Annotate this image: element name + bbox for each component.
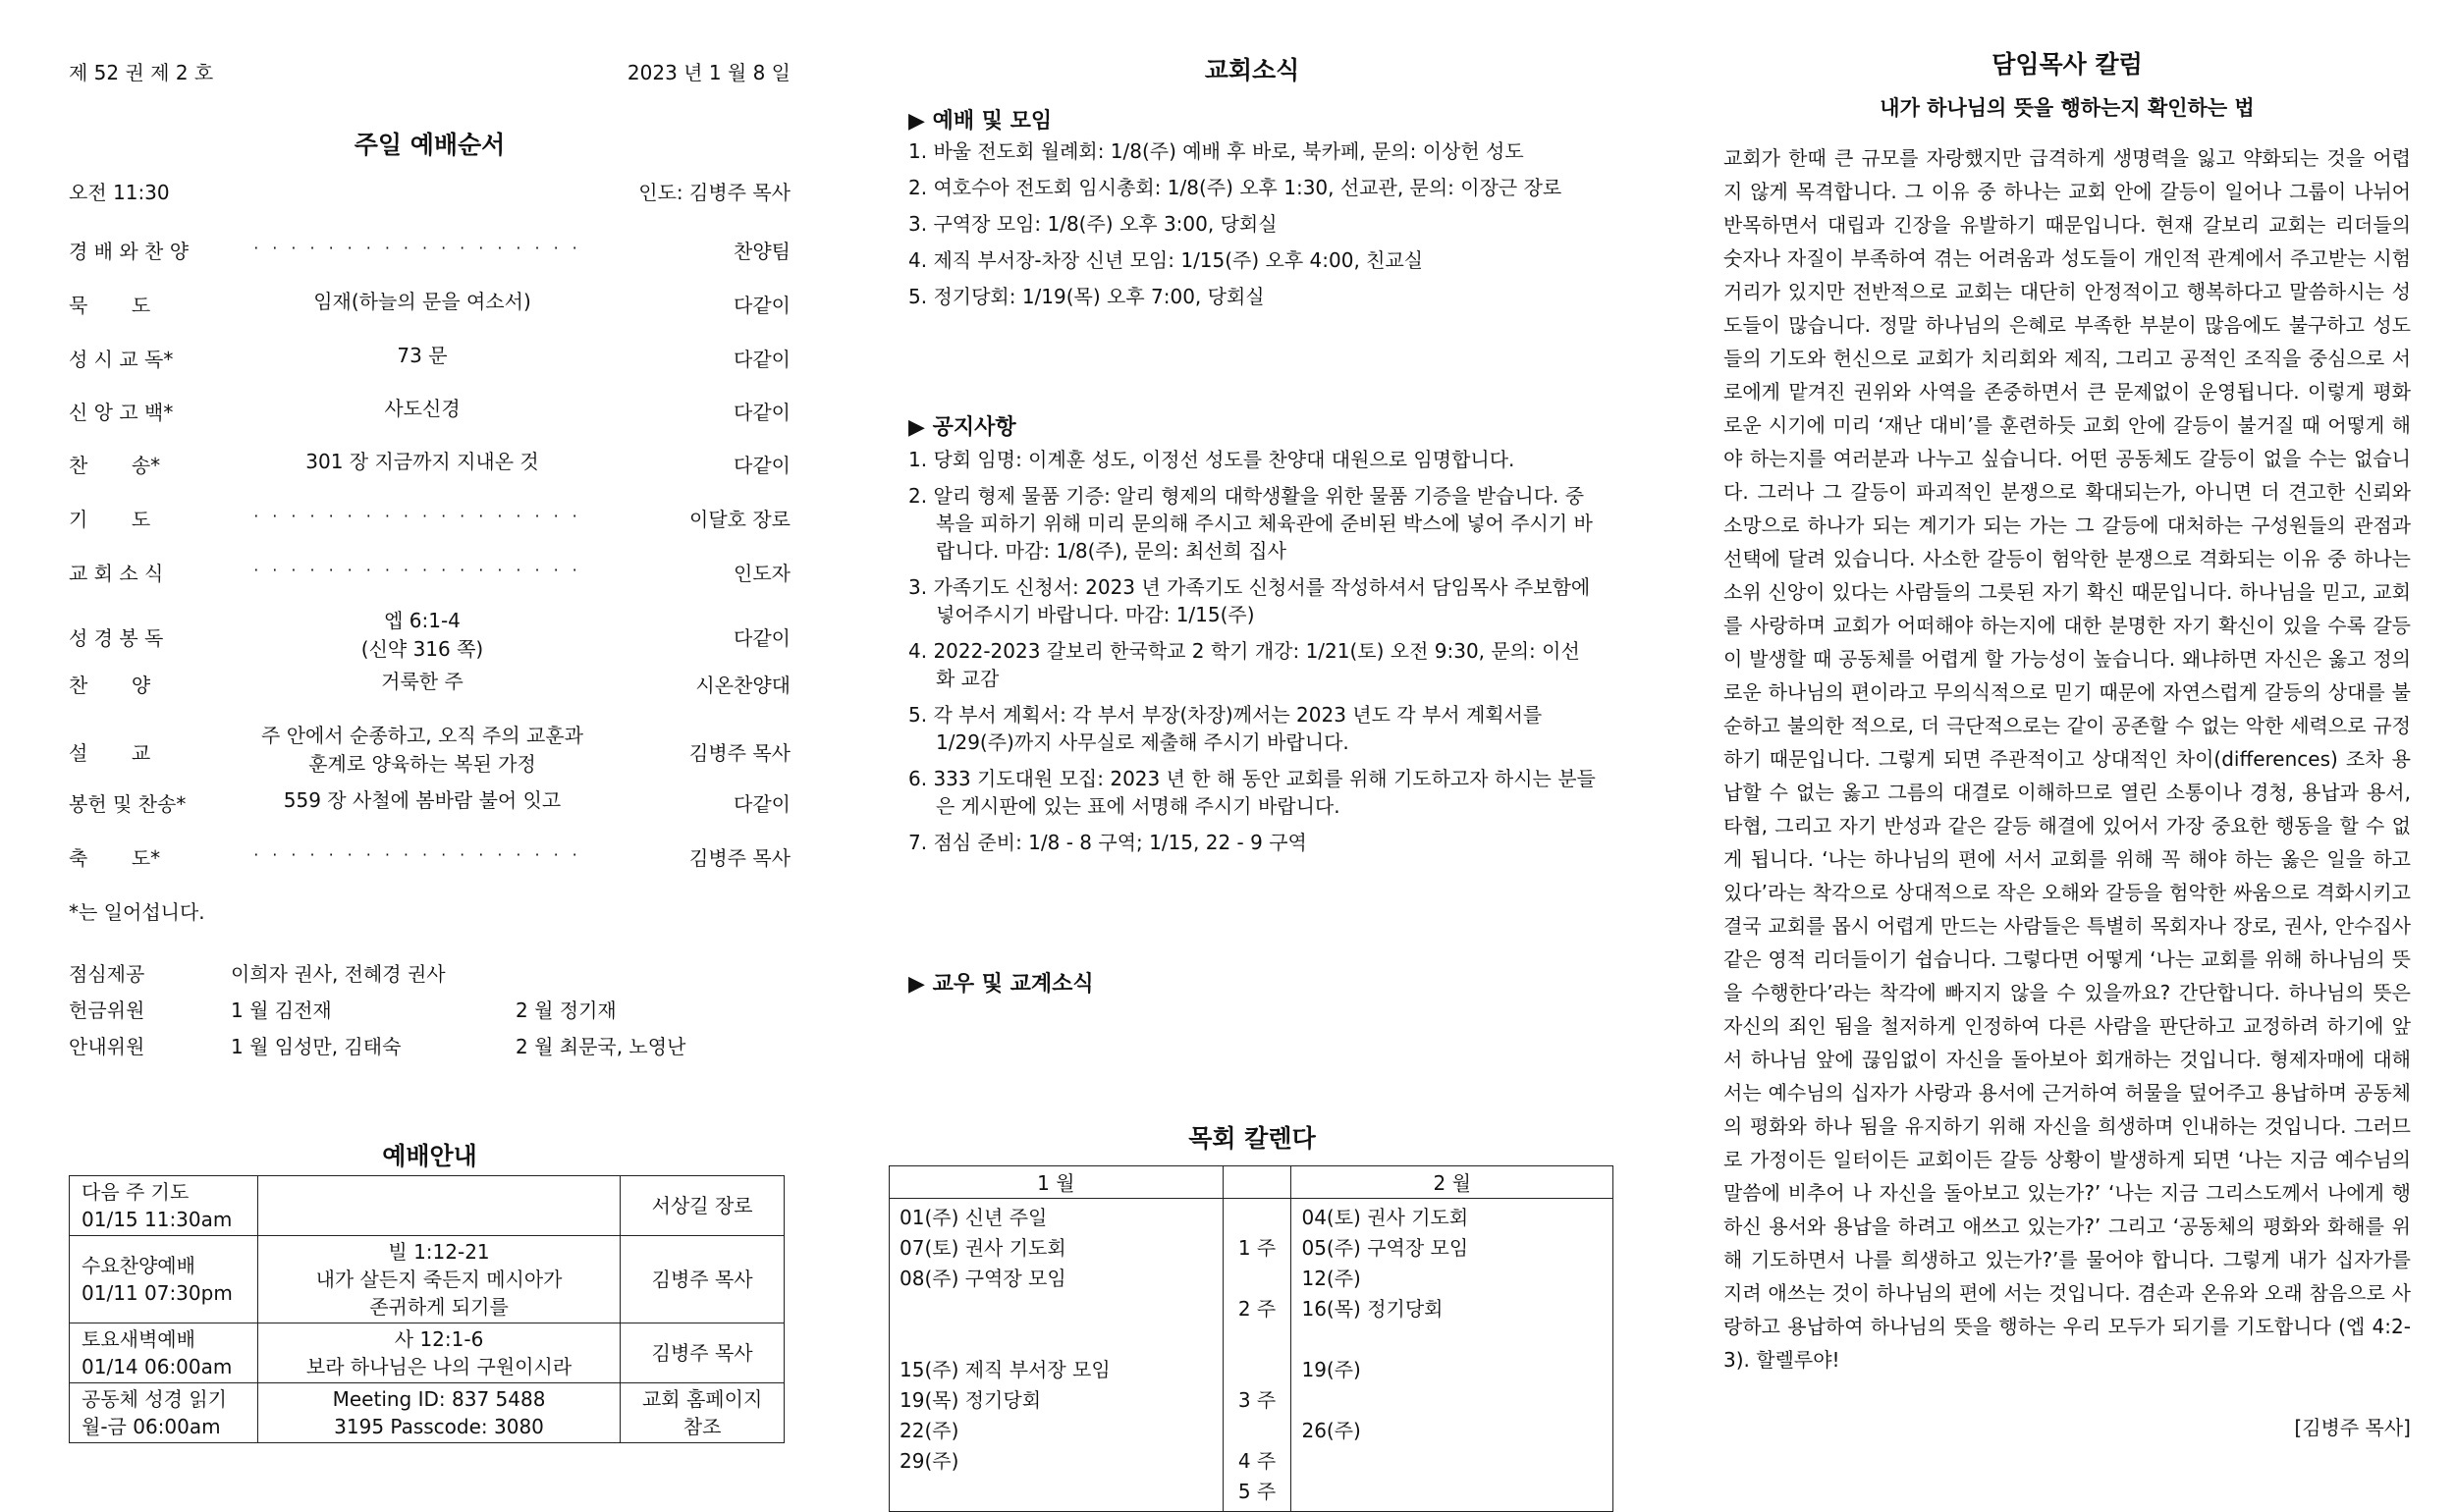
list-item: 7. 점심 준비: 1/8 - 8 구역; 1/15, 22 - 9 구역 [908, 831, 1307, 854]
table-cell [257, 1323, 620, 1383]
duty-a: 이희자 권사, 전혜경 권사 [231, 962, 446, 986]
table-cell [70, 1176, 258, 1236]
calendar-title: 목회 칼렌다 [1188, 1124, 1316, 1153]
week-numbers: 1 주 2 주 3 주 4 주 5 주 [1223, 1199, 1291, 1512]
order-item-content [250, 342, 594, 370]
bulletin-header [69, 57, 791, 85]
service-time-row [69, 177, 791, 205]
january-events: 01(주) 신년 주일 07(토) 권사 기도회 08(주) 구역장 모임 15(주) 제직 부서장 모임 19(목) 정기당회 22(주) 29(주) [890, 1199, 1224, 1512]
order-item [69, 558, 791, 613]
order-item-label: 교 회 소 식 [69, 562, 164, 585]
content-line: 임재(하늘의 문을 여소서) [313, 290, 531, 313]
order-item-label: 성 시 교 독* [69, 348, 174, 371]
order-item [69, 397, 791, 452]
standing-note: *는 일어섭니다. [69, 900, 205, 924]
list-item: 1. 당회 임명: 이계훈 성도, 이정선 성도를 찬양대 대원으로 임명합니다. [908, 448, 1515, 471]
column-subtitle: 내가 하나님의 뜻을 행하는지 확인하는 법 [1880, 96, 2255, 120]
cell-text: 빌 1:12-21 [388, 1240, 490, 1264]
duty-role: 헌금위원 [69, 999, 145, 1022]
order-item-content [250, 668, 594, 696]
content-line: 사도신경 [384, 397, 461, 420]
duty-a: 1 월 임성만, 김태숙 [231, 1035, 402, 1058]
order-item-label: 찬 송* [69, 454, 161, 477]
order-item-content [250, 607, 594, 664]
content-line: 엡 6:1-4 [384, 609, 461, 632]
content-line: 73 문 [397, 344, 448, 367]
content-line: 301 장 지금까지 지내온 것 [305, 450, 539, 473]
content-line: 559 장 사철에 봄바람 불어 잇고 [283, 788, 562, 812]
cell-text: 01/15 11:30am [82, 1208, 233, 1231]
table-cell [70, 1236, 258, 1323]
content-line: (신약 316 쪽) [360, 637, 484, 661]
order-item-label: 묵 도 [69, 294, 151, 317]
table-row [890, 1199, 1613, 1512]
cell-text: 01/11 07:30pm [82, 1281, 233, 1305]
order-item [69, 609, 791, 664]
list-item: 4. 제직 부서장-차장 신년 모임: 1/15(주) 오후 4:00, 친교실 [908, 248, 1424, 272]
cell-text: 사 12:1-6 [394, 1327, 484, 1351]
content-line: 거룩한 주 [381, 670, 464, 693]
order-item [69, 504, 791, 559]
table-row [70, 1236, 785, 1323]
column-body: 교회가 한때 큰 규모를 자랑했지만 급격하게 생명력을 잃고 약화되는 것을 어렵지 않게 목격합니다. 그 이유 중 하나는 교회 안에 갈등이 일어나 그룹이 나뉘어 반목하면서 대립과 긴장을 유발하기 때문입니다. 현재 갈보리 교회는 리더들의 숫자나 자질이 부족하여 겪는 어려움과 성도들이 개인적 관계에서 주고받는 시험 거리가 있지만 전반적으로 교회는 대단히 안정적이고 행복하다고 말씀하시는 성도들이 많습니다. 정말 하나님의 은혜로 부족한 부분이 많음에도 불구하고 성도들의 기도와 헌신으로 교회가 치리회와 제직, 그리고 공적인 조직을 중심으로 서로에게 맡겨진 권위와 사역을 존중하면서 큰 문제없이 운영됩니다. 이렇게 평화로운 시기에 미리 ‘재난 대비’를 훈련하듯 교회 안에 갈등이 불거질 때 어떻게 해야 하는지를 여러분과 나누고 싶습니다. 어떤 공동체도 갈등이 없을 수는 없습니다. 그러나 그 갈등이 파괴적인 분쟁으로 확대되는가, 아니면 더 견고한 신뢰와 소망으로 하나가 되는 계기가 되는 가는 그 갈등에 대처하는 구성원들의 관점과 선택에 달려 있습니다. 사소한 갈등이 험악한 분쟁으로 격화되는 이유 중 하나는 소위 신앙이 있다는 사람들의 그릇된 자기 확신 때문입니다. 하나님을 믿고, 교회를 사랑하며 교회가 어떠해야 하는지에 대한 분명한 자기 확신이 있을 수록 갈등이 발생할 때 공동체를 어렵게 할 가능성이 높습니다. 왜냐하면 자신은 옳고 정의로운 하나님의 편이라고 무의식적으로 믿기 때문에 자연스럽게 갈등의 상대를 불순하고 불의한 적으로, 더 극단적으로는 같이 공존할 수 없는 악한 세력으로 규정하기 때문입니다. 그렇게 되면 주관적이고 상대적인 차이(differences) 조차 용납할 수 없는 옳고 그름의 대결로 이해하므로 열린 소통이나 경청, 용납과 용서, 타협, 그리고 자기 반성과 같은 갈등 해결에 있어서 가장 중요한 행동을 할 수 없게 됩니다. ‘나는 하나님의 편에 서서 교회를 위해 꼭 해야 하는 옳은 일을 하고 있다’라는 착각으로 상대적으로 작은 오해와 갈등을 험악한 싸움으로 격화시키고 결국 교회를 몹시 어렵게 만드는 사람들은 특별히 목회자나 장로, 권사, 안수집사 같은 영적 리더들이기 쉽습니다. 그렇다면 어떻게 ‘나는 교회를 위해 하나님의 뜻을 수행한다’라는 착각에 빠지지 않을 수 있을까요? 간단합니다. 하나님의 뜻은 자신의 죄인 됨을 철저하게 인정하여 다른 사람을 판단하고 교정하려 하기에 앞서 하나님 앞에 끊임없이 자신을 돌아보아 회개하는 것입니다. 형제자매에 대해서는 예수님의 십자가 사랑과 용서에 근거하여 허물을 덮어주고 용납하며 공동체의 평화와 하나 됨을 유지하기 위해 자신을 희생하며 인내하는 것입니다. 그러므로 가정이든 일터이든 교회이든 갈등 상황이 발생하게 되면 ‘나는 지금 예수님의 말씀에 비추어 나 자신을 돌아보고 있는가?’ ‘나는 지금 그리스도께서 나에게 행하신 용서와 용납을 하려고 애쓰고 있는가?’ 그리고 ‘공동체의 평화와 화해를 위해 기도하면서 나를 희생하고 있는가?’를 물어야 합니다. 그렇게 내가 십자가를 지려 애쓰는 것이 하나님의 편에 서는 것입니다. 겸손과 온유와 오래 참음으로 사랑하고 용납하여 하나님의 뜻을 행하는 우리 모두가 되기를 기도합니다 (엡 4:2-3). 할렐루야! [1723, 146, 2411, 1372]
order-item [69, 788, 791, 843]
column-header: 1 월 [890, 1166, 1224, 1199]
order-item-responsible: 다같이 [734, 792, 791, 816]
order-item-content [250, 722, 594, 779]
section-heading: ▶ 공지사항 [908, 415, 1016, 440]
order-item-label: 경 배 와 찬 양 [69, 240, 190, 263]
order-item-content [250, 395, 594, 423]
cell-text: 01/14 06:00am [82, 1355, 233, 1378]
list-item: 4. 2022-2023 갈보리 한국학교 2 학기 개강: 1/21(토) 오전 9:30, 문의: 이선화 교감 [908, 639, 1580, 690]
order-item-responsible: 김병주 목사 [689, 846, 791, 870]
cell-text: 참조 [682, 1415, 722, 1438]
order-item-responsible: 이달호 장로 [689, 508, 791, 531]
order-item-responsible: 다같이 [734, 294, 791, 317]
cell-text: 다음 주 기도 [82, 1180, 190, 1204]
order-item [69, 290, 791, 345]
order-item [69, 842, 791, 897]
list-item: 5. 각 부서 계획서: 각 부서 부장(차장)께서는 2023 년도 각 부서 계획서를 1/29(주)까지 사무실로 제출해 주시기 바랍니다. [908, 703, 1543, 754]
volume-number: 제 52 권 제 2 호 [69, 61, 214, 84]
bulletin-date: 2023 년 1 월 8 일 [627, 61, 791, 84]
table-cell [257, 1236, 620, 1323]
column-signature: [김병주 목사] [2294, 1416, 2411, 1439]
table-row [70, 1176, 785, 1236]
news-title: 교회소식 [1204, 56, 1300, 84]
order-item-label: 봉헌 및 찬송* [69, 792, 187, 816]
order-item-responsible: 다같이 [734, 454, 791, 477]
section-heading: ▶ 예배 및 모임 [908, 109, 1053, 134]
section-heading: ▶ 교우 및 교계소식 [908, 972, 1094, 997]
order-item-responsible: 인도자 [734, 562, 791, 585]
list-item: 2. 여호수아 전도회 임시총회: 1/8(주) 오후 1:30, 선교관, 문의: 이장근 장로 [908, 176, 1562, 199]
duty-role: 안내위원 [69, 1035, 145, 1058]
order-title: 주일 예배순서 [354, 131, 506, 159]
table-row [70, 1383, 785, 1443]
order-item-responsible: 시온찬양대 [695, 674, 791, 697]
meeting-list [908, 137, 1596, 319]
cell-text: 교회 홈페이지 [641, 1387, 763, 1411]
table-cell [70, 1383, 258, 1443]
duty-b: 2 월 최문국, 노영난 [516, 1035, 686, 1058]
list-item: 2. 알리 형제 물품 기증: 알리 형제의 대학생활을 위한 물품 기증을 받습니다. 중복을 피하기 위해 미리 문의해 주시고 체육관에 준비된 박스에 넣어 주시기 바랍니다. 마감: 1/8(주), 문의: 최선희 집사 [908, 484, 1593, 563]
order-item-label: 성 경 봉 독 [69, 626, 164, 650]
duty-a: 1 월 김전재 [231, 999, 332, 1022]
order-item-label: 축 도* [69, 846, 161, 870]
order-item-label: 신 앙 고 백* [69, 401, 174, 424]
order-item [69, 670, 791, 725]
service-leader: 인도: 김병주 목사 [638, 181, 791, 204]
pastoral-calendar-table [889, 1165, 1613, 1512]
order-item [69, 450, 791, 505]
order-item-responsible: 다같이 [734, 348, 791, 371]
table-cell: 김병주 목사 [621, 1323, 785, 1383]
order-item-responsible: 다같이 [734, 626, 791, 650]
order-item [69, 236, 791, 291]
cell-text: 공동체 성경 읽기 [82, 1387, 227, 1411]
order-item-content [250, 786, 594, 815]
order-item-responsible: 다같이 [734, 401, 791, 424]
cell-text: 수요찬양예배 [82, 1254, 195, 1277]
cell-text: 존귀하게 되기를 [369, 1295, 509, 1319]
column-header: 2 월 [1291, 1166, 1613, 1199]
content-line: 주 안에서 순종하고, 오직 주의 교훈과 [261, 724, 583, 747]
service-time: 오전 11:30 [69, 181, 170, 204]
table-header-row [890, 1166, 1613, 1199]
worship-guide-table [69, 1175, 785, 1443]
notice-list [908, 446, 1596, 865]
dotted-leader: ·················· [253, 561, 591, 579]
cell-text: 월-금 06:00am [82, 1415, 221, 1438]
table-cell [70, 1323, 258, 1383]
order-item-responsible: 김병주 목사 [689, 741, 791, 765]
order-item-label: 설 교 [69, 741, 151, 765]
table-cell: 김병주 목사 [621, 1236, 785, 1323]
order-item [69, 724, 791, 779]
duty-b: 2 월 정기재 [516, 999, 617, 1022]
column-title: 담임목사 칼럼 [1991, 50, 2143, 79]
list-item: 1. 바울 전도회 월례회: 1/8(주) 예배 후 바로, 북카페, 문의: 이상헌 성도 [908, 139, 1524, 163]
february-events: 04(토) 권사 기도회 05(주) 구역장 모임 12(주) 16(목) 정기당회 19(주) 26(주) [1291, 1199, 1613, 1512]
table-cell [257, 1176, 620, 1236]
table-cell: 서상길 장로 [621, 1176, 785, 1236]
order-item-content [250, 288, 594, 316]
list-item: 3. 구역장 모임: 1/8(주) 오후 3:00, 당회실 [908, 212, 1278, 236]
cell-text: Meeting ID: 837 5488 [332, 1387, 546, 1411]
worship-guide-title: 예배안내 [382, 1142, 477, 1170]
cell-text: 내가 살든지 죽든지 메시아가 [315, 1268, 563, 1291]
dotted-leader: ·················· [253, 507, 591, 525]
order-item-content [250, 448, 594, 476]
list-item: 6. 333 기도대원 모집: 2023 년 한 해 동안 교회를 위해 기도하고자 하시는 분들은 게시판에 있는 표에 서명해 주시기 바랍니다. [908, 767, 1596, 818]
list-item: 3. 가족기도 신청서: 2023 년 가족기도 신청서를 작성하셔서 담임목사 주보함에 넣어주시기 바랍니다. 마감: 1/15(주) [908, 575, 1591, 626]
order-item-label: 찬 양 [69, 674, 151, 697]
dotted-leader: ·················· [253, 239, 591, 257]
duty-role: 점심제공 [69, 962, 145, 986]
cell-text: 3195 Passcode: 3080 [334, 1415, 544, 1438]
order-item-label: 기 도 [69, 508, 151, 531]
cell-text: 보라 하나님은 나의 구원이시라 [305, 1355, 573, 1378]
order-item-responsible: 찬양팀 [734, 240, 791, 263]
table-row [70, 1323, 785, 1383]
list-item: 5. 정기당회: 1/19(목) 오후 7:00, 당회실 [908, 285, 1265, 308]
column-header [1223, 1166, 1291, 1199]
table-cell [621, 1383, 785, 1443]
dotted-leader: ·················· [253, 845, 591, 864]
cell-text: 토요새벽예배 [82, 1327, 195, 1351]
table-cell [257, 1383, 620, 1443]
content-line: 훈계로 양육하는 복된 가정 [308, 752, 536, 776]
order-item [69, 344, 791, 399]
